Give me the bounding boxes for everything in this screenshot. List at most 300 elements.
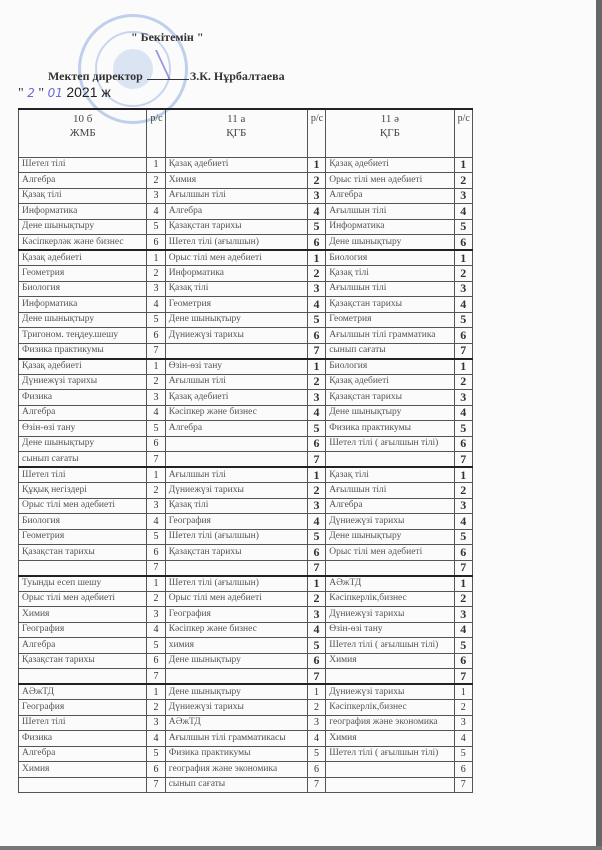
subject-10b: [19, 560, 147, 576]
subject-11ae: Дене шынықтыру: [326, 235, 454, 251]
director-line: [48, 69, 285, 84]
table-row: [19, 405, 473, 421]
lesson-number-11ae: 7: [454, 777, 472, 793]
subject-11a: [165, 560, 307, 576]
table-row: [19, 188, 473, 204]
subject-11a: Дене шынықтыру: [165, 684, 307, 700]
subject-11a: Өзін-өзі тану: [165, 359, 307, 375]
table-row: [19, 343, 473, 359]
lesson-number-10b: 4: [147, 622, 165, 638]
approval-heading: " Бекітемін ": [131, 30, 204, 44]
subject-10b: Геометрия: [19, 529, 147, 545]
lesson-number-11a: 5: [307, 219, 325, 235]
subject-11a: [165, 452, 307, 468]
lesson-number-header: р/с: [454, 109, 472, 157]
lesson-number-10b: 6: [147, 545, 165, 561]
table-row: [19, 731, 473, 747]
lesson-number-11a: 2: [307, 700, 325, 716]
lesson-number-11a: 6: [307, 436, 325, 452]
lesson-number-11a: 3: [307, 281, 325, 297]
subject-11ae: Дүниежүзі тарихы: [326, 684, 454, 700]
table-row: [19, 483, 473, 499]
lesson-number-10b: 6: [147, 653, 165, 669]
lesson-number-10b: 4: [147, 204, 165, 220]
table-row: [19, 250, 473, 266]
subject-10b: Шетел тілі: [19, 467, 147, 483]
subject-11a: Қазақ әдебиеті: [165, 157, 307, 173]
subject-11a: Қазақстан тарихы: [165, 545, 307, 561]
lesson-number-11a: 5: [307, 312, 325, 328]
lesson-number-11a: 7: [307, 452, 325, 468]
lesson-number-11ae: 1: [454, 684, 472, 700]
subject-10b: Биология: [19, 514, 147, 530]
lesson-number-10b: 1: [147, 359, 165, 375]
lesson-number-11ae: 1: [454, 157, 472, 173]
subject-11ae: Шетел тілі ( ағылшын тілі): [326, 746, 454, 762]
lesson-number-11ae: 2: [454, 483, 472, 499]
subject-11a: Шетел тілі (ағылшын): [165, 529, 307, 545]
lesson-number-11ae: 2: [454, 173, 472, 189]
subject-11a: Ағылшын тілі: [165, 467, 307, 483]
schedule-table: [18, 108, 473, 793]
table-row: [19, 421, 473, 437]
lesson-number-11ae: 1: [454, 467, 472, 483]
subject-11a: Орыс тілі мен әдебиеті: [165, 591, 307, 607]
table-row: [19, 390, 473, 406]
subject-11a: сынып сағаты: [165, 777, 307, 793]
subject-10b: Химия: [19, 607, 147, 623]
lesson-number-10b: 2: [147, 591, 165, 607]
subject-11a: Дүниежүзі тарихы: [165, 328, 307, 344]
class-name: 11 ә: [380, 113, 400, 125]
subject-11ae: география және экономика: [326, 715, 454, 731]
schedule-header: [19, 109, 473, 157]
table-row: [19, 328, 473, 344]
subject-11ae: Биология: [326, 359, 454, 375]
lesson-number-10b: 1: [147, 250, 165, 266]
lesson-number-11a: 2: [307, 483, 325, 499]
subject-10b: Алгебра: [19, 746, 147, 762]
subject-11ae: Дене шынықтыру: [326, 405, 454, 421]
subject-11a: Геометрия: [165, 297, 307, 313]
subject-11ae: Қазақ тілі: [326, 266, 454, 282]
lesson-number-11ae: 3: [454, 607, 472, 623]
subject-11a: Шетел тілі (ағылшын): [165, 235, 307, 251]
date-day: 2: [27, 86, 35, 100]
subject-11a: Алгебра: [165, 421, 307, 437]
subject-10b: Орыс тілі мен әдебиеті: [19, 591, 147, 607]
lesson-number-11a: 6: [307, 762, 325, 778]
subject-11a: АӘжТД: [165, 715, 307, 731]
lesson-number-11ae: 5: [454, 312, 472, 328]
lesson-number-11ae: 5: [454, 421, 472, 437]
lesson-number-11ae: 2: [454, 266, 472, 282]
table-row: [19, 746, 473, 762]
subject-11ae: [326, 560, 454, 576]
class-header-11ae: [326, 109, 454, 157]
table-row: [19, 762, 473, 778]
lesson-number-11a: 5: [307, 638, 325, 654]
lesson-number-10b: 3: [147, 498, 165, 514]
subject-11ae: сынып сағаты: [326, 343, 454, 359]
subject-11ae: Қазақ тілі: [326, 467, 454, 483]
lesson-number-11a: 1: [307, 359, 325, 375]
lesson-number-11a: 3: [307, 715, 325, 731]
table-row: [19, 219, 473, 235]
date-month: 01: [47, 86, 63, 100]
subject-10b: Дене шынықтыру: [19, 436, 147, 452]
subject-11a: Қазақ тілі: [165, 281, 307, 297]
subject-11ae: Ағылшын тілі грамматика: [326, 328, 454, 344]
lesson-number-11a: 7: [307, 669, 325, 685]
class-header-11a: [165, 109, 307, 157]
lesson-number-11ae: 7: [454, 669, 472, 685]
lesson-number-11a: 5: [307, 529, 325, 545]
subject-11a: Шетел тілі (ағылшын): [165, 576, 307, 592]
lesson-number-10b: 2: [147, 173, 165, 189]
subject-10b: Дене шынықтыру: [19, 219, 147, 235]
subject-11ae: Шетел тілі ( ағылшын тілі): [326, 436, 454, 452]
subject-10b: Биология: [19, 281, 147, 297]
subject-10b: Кәсіпкерләк және бизнес: [19, 235, 147, 251]
subject-11ae: Кәсіпкерлік,бизнес: [326, 700, 454, 716]
lesson-number-11ae: 2: [454, 591, 472, 607]
subject-10b: Шетел тілі: [19, 715, 147, 731]
lesson-number-11ae: 3: [454, 390, 472, 406]
lesson-number-header: р/с: [307, 109, 325, 157]
subject-11ae: Алгебра: [326, 188, 454, 204]
lesson-number-11a: 4: [307, 405, 325, 421]
lesson-number-10b: 7: [147, 777, 165, 793]
date-year: 2021 ж: [66, 84, 111, 100]
lesson-number-header: р/с: [147, 109, 165, 157]
lesson-number-11a: 1: [307, 157, 325, 173]
table-row: [19, 297, 473, 313]
subject-10b: География: [19, 700, 147, 716]
lesson-number-11ae: 6: [454, 545, 472, 561]
lesson-number-11ae: 6: [454, 328, 472, 344]
lesson-number-11a: 2: [307, 173, 325, 189]
subject-11ae: Ағылшын тілі: [326, 204, 454, 220]
lesson-number-11a: 1: [307, 467, 325, 483]
class-name: 10 б: [73, 113, 93, 125]
subject-11a: Алгебра: [165, 204, 307, 220]
scan-edge-right: [596, 0, 602, 850]
subject-11a: Ағылшын тілі: [165, 188, 307, 204]
subject-10b: Қазақ тілі: [19, 188, 147, 204]
subject-11ae: [326, 452, 454, 468]
lesson-number-10b: 5: [147, 312, 165, 328]
signature-line: [147, 69, 189, 80]
lesson-number-11ae: 2: [454, 374, 472, 390]
lesson-number-11a: 1: [307, 576, 325, 592]
subject-10b: Құқық негіздері: [19, 483, 147, 499]
lesson-number-10b: 1: [147, 576, 165, 592]
table-row: [19, 638, 473, 654]
table-row: [19, 312, 473, 328]
table-row: [19, 266, 473, 282]
date-quote-open: ": [18, 86, 24, 101]
lesson-number-10b: 6: [147, 762, 165, 778]
lesson-number-11ae: 5: [454, 746, 472, 762]
lesson-number-11ae: 1: [454, 250, 472, 266]
subject-10b: сынып сағаты: [19, 452, 147, 468]
subject-11a: Физика практикумы: [165, 746, 307, 762]
lesson-number-11ae: 4: [454, 622, 472, 638]
table-row: [19, 684, 473, 700]
subject-10b: Физика практикумы: [19, 343, 147, 359]
table-row: [19, 452, 473, 468]
subject-10b: Дүниежүзі тарихы: [19, 374, 147, 390]
scan-edge-bottom: [0, 846, 602, 850]
table-row: [19, 545, 473, 561]
lesson-number-11ae: 1: [454, 576, 472, 592]
table-row: [19, 374, 473, 390]
subject-10b: Тригоном. теңдеу.шешу: [19, 328, 147, 344]
lesson-number-11ae: 3: [454, 281, 472, 297]
subject-11ae: Биология: [326, 250, 454, 266]
lesson-number-10b: 7: [147, 669, 165, 685]
lesson-number-11a: 5: [307, 421, 325, 437]
subject-11a: Информатика: [165, 266, 307, 282]
lesson-number-11a: 7: [307, 343, 325, 359]
class-header-10b: [19, 109, 147, 157]
lesson-number-11a: 5: [307, 746, 325, 762]
lesson-number-10b: 1: [147, 467, 165, 483]
lesson-number-11ae: 3: [454, 715, 472, 731]
subject-11ae: [326, 777, 454, 793]
subject-10b: Физика: [19, 731, 147, 747]
lesson-number-11ae: 2: [454, 700, 472, 716]
table-row: [19, 467, 473, 483]
subject-10b: Геометрия: [19, 266, 147, 282]
table-row: [19, 653, 473, 669]
lesson-number-11a: 2: [307, 374, 325, 390]
lesson-number-10b: 3: [147, 281, 165, 297]
subject-11a: Қазақ әдебиеті: [165, 390, 307, 406]
lesson-number-11a: 4: [307, 731, 325, 747]
lesson-number-11ae: 7: [454, 560, 472, 576]
lesson-number-11ae: 1: [454, 359, 472, 375]
lesson-number-11a: 3: [307, 498, 325, 514]
lesson-number-10b: 2: [147, 483, 165, 499]
subject-10b: Қазақстан тарихы: [19, 653, 147, 669]
lesson-number-11a: 6: [307, 235, 325, 251]
lesson-number-11a: 2: [307, 591, 325, 607]
subject-11a: Ағылшын тілі грамматикасы: [165, 731, 307, 747]
subject-11a: Химия: [165, 173, 307, 189]
lesson-number-11a: 7: [307, 560, 325, 576]
table-row: [19, 359, 473, 375]
class-profile: ЖМБ: [69, 127, 96, 139]
lesson-number-10b: 2: [147, 374, 165, 390]
lesson-number-11a: 3: [307, 607, 325, 623]
subject-10b: Информатика: [19, 204, 147, 220]
subject-11ae: Ағылшын тілі: [326, 483, 454, 499]
lesson-number-11ae: 5: [454, 529, 472, 545]
subject-11a: Дене шынықтыру: [165, 312, 307, 328]
lesson-number-10b: 6: [147, 235, 165, 251]
lesson-number-11ae: 6: [454, 436, 472, 452]
subject-11a: [165, 669, 307, 685]
lesson-number-10b: 5: [147, 746, 165, 762]
lesson-number-11a: 6: [307, 653, 325, 669]
subject-11a: Дүниежүзі тарихы: [165, 483, 307, 499]
class-profile: ҚГБ: [379, 127, 400, 139]
subject-11ae: Қазақстан тарихы: [326, 390, 454, 406]
lesson-number-10b: 2: [147, 700, 165, 716]
date-quote-close: ": [38, 86, 45, 101]
lesson-number-11a: 6: [307, 545, 325, 561]
lesson-number-11a: 6: [307, 328, 325, 344]
lesson-number-11ae: 4: [454, 405, 472, 421]
lesson-number-10b: 5: [147, 638, 165, 654]
lesson-number-11a: 4: [307, 514, 325, 530]
subject-10b: Орыс тілі мен әдебиеті: [19, 498, 147, 514]
lesson-number-10b: 7: [147, 343, 165, 359]
subject-11ae: Геометрия: [326, 312, 454, 328]
lesson-number-10b: 1: [147, 157, 165, 173]
subject-11ae: Дүниежүзі тарихы: [326, 607, 454, 623]
subject-11ae: [326, 669, 454, 685]
lesson-number-11ae: 6: [454, 762, 472, 778]
lesson-number-11a: 2: [307, 266, 325, 282]
lesson-number-10b: 4: [147, 514, 165, 530]
table-row: [19, 173, 473, 189]
lesson-number-10b: 3: [147, 715, 165, 731]
table-row: [19, 622, 473, 638]
subject-11ae: Алгебра: [326, 498, 454, 514]
table-row: [19, 669, 473, 685]
subject-11ae: Қазақ әдебиеті: [326, 157, 454, 173]
subject-11a: Қазақ тілі: [165, 498, 307, 514]
lesson-number-11ae: 4: [454, 514, 472, 530]
lesson-number-10b: 3: [147, 188, 165, 204]
subject-11a: Кәсіпкер және бизнес: [165, 622, 307, 638]
lesson-number-11ae: 5: [454, 638, 472, 654]
lesson-number-10b: 3: [147, 607, 165, 623]
subject-11a: География: [165, 607, 307, 623]
subject-10b: Алгебра: [19, 173, 147, 189]
lesson-number-11ae: 5: [454, 219, 472, 235]
subject-11ae: Дүниежүзі тарихы: [326, 514, 454, 530]
subject-10b: Өзін-өзі тану: [19, 421, 147, 437]
subject-11a: химия: [165, 638, 307, 654]
lesson-number-10b: 5: [147, 219, 165, 235]
lesson-number-11ae: 7: [454, 452, 472, 468]
subject-10b: Физика: [19, 390, 147, 406]
lesson-number-10b: 6: [147, 328, 165, 344]
table-row: [19, 529, 473, 545]
subject-11ae: Орыс тілі мен әдебиеті: [326, 173, 454, 189]
table-row: [19, 607, 473, 623]
table-row: [19, 498, 473, 514]
subject-10b: Информатика: [19, 297, 147, 313]
subject-11ae: Химия: [326, 653, 454, 669]
subject-11ae: Кәсіпкерлік,бизнес: [326, 591, 454, 607]
lesson-number-11a: 4: [307, 622, 325, 638]
lesson-number-10b: 2: [147, 266, 165, 282]
class-name: 11 а: [227, 113, 246, 125]
subject-11a: Дене шынықтыру: [165, 653, 307, 669]
subject-11ae: Дене шынықтыру: [326, 529, 454, 545]
subject-11ae: [326, 762, 454, 778]
lesson-number-11ae: 7: [454, 343, 472, 359]
lesson-number-11ae: 4: [454, 204, 472, 220]
subject-11ae: Ағылшын тілі: [326, 281, 454, 297]
subject-10b: [19, 777, 147, 793]
class-profile: ҚГБ: [226, 127, 247, 139]
subject-11a: [165, 436, 307, 452]
lesson-number-11ae: 3: [454, 498, 472, 514]
lesson-number-11a: 1: [307, 684, 325, 700]
subject-11a: Дүниежүзі тарихы: [165, 700, 307, 716]
subject-10b: Туынды есеп шешу: [19, 576, 147, 592]
subject-10b: АӘжТД: [19, 684, 147, 700]
director-name: З.К. Нұрбалтаева: [189, 69, 285, 83]
subject-11ae: АӘжТД: [326, 576, 454, 592]
lesson-number-11a: 4: [307, 204, 325, 220]
subject-11a: [165, 343, 307, 359]
subject-10b: Химия: [19, 762, 147, 778]
table-row: [19, 157, 473, 173]
lesson-number-11ae: 4: [454, 731, 472, 747]
subject-11ae: Физика практикумы: [326, 421, 454, 437]
director-label: Мектеп директор: [48, 69, 143, 83]
subject-10b: Алгебра: [19, 638, 147, 654]
lesson-number-11a: 7: [307, 777, 325, 793]
subject-10b: Дене шынықтыру: [19, 312, 147, 328]
lesson-number-10b: 4: [147, 297, 165, 313]
subject-11a: Кәсіпкер және бизнес: [165, 405, 307, 421]
subject-10b: Қазақ әдебиеті: [19, 359, 147, 375]
table-row: [19, 777, 473, 793]
approval-date: [18, 84, 111, 102]
subject-10b: Қазақстан тарихы: [19, 545, 147, 561]
lesson-number-10b: 6: [147, 436, 165, 452]
subject-11a: География: [165, 514, 307, 530]
subject-11a: Орыс тілі мен әдебиеті: [165, 250, 307, 266]
subject-11ae: Өзін-өзі тану: [326, 622, 454, 638]
lesson-number-10b: 4: [147, 731, 165, 747]
table-row: [19, 576, 473, 592]
table-row: [19, 204, 473, 220]
subject-11ae: Шетел тілі ( ағылшын тілі): [326, 638, 454, 654]
lesson-number-10b: 5: [147, 421, 165, 437]
table-row: [19, 715, 473, 731]
subject-11ae: Химия: [326, 731, 454, 747]
table-row: [19, 700, 473, 716]
lesson-number-11a: 1: [307, 250, 325, 266]
lesson-number-11ae: 3: [454, 188, 472, 204]
subject-11ae: Қазақстан тарихы: [326, 297, 454, 313]
subject-10b: Қазақ әдебиеті: [19, 250, 147, 266]
subject-11ae: Информатика: [326, 219, 454, 235]
lesson-number-11ae: 4: [454, 297, 472, 313]
subject-10b: География: [19, 622, 147, 638]
lesson-number-10b: 4: [147, 405, 165, 421]
subject-10b: Шетел тілі: [19, 157, 147, 173]
table-row: [19, 514, 473, 530]
subject-11a: география және экономика: [165, 762, 307, 778]
subject-10b: Алгебра: [19, 405, 147, 421]
lesson-number-11ae: 6: [454, 235, 472, 251]
subject-11a: Ағылшын тілі: [165, 374, 307, 390]
table-row: [19, 560, 473, 576]
subject-10b: [19, 669, 147, 685]
schedule-body: [19, 157, 473, 793]
table-row: [19, 436, 473, 452]
